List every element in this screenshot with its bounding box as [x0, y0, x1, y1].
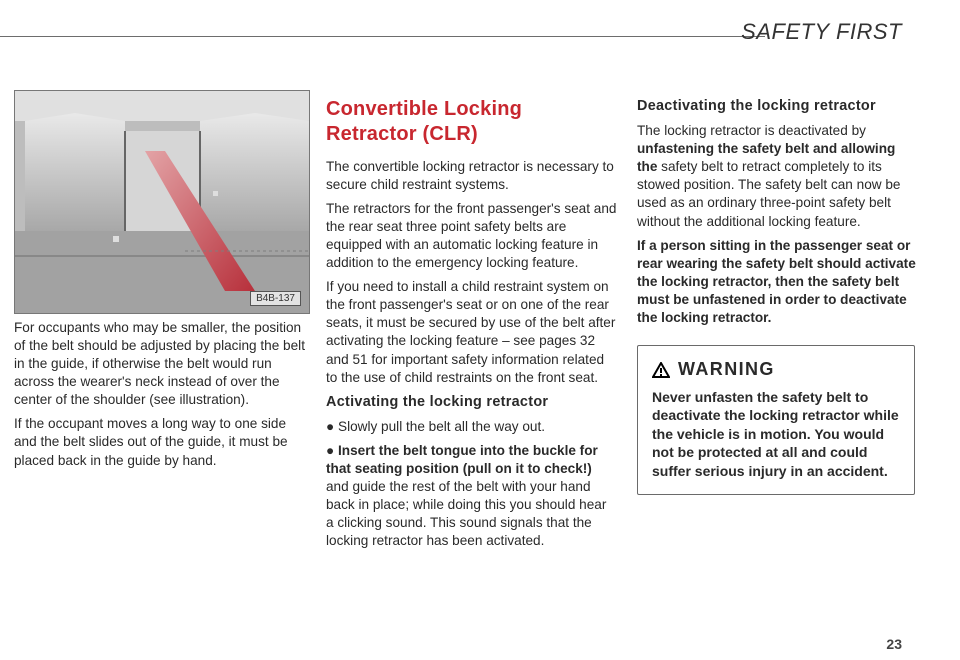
warning-header	[652, 358, 902, 382]
bullet-icon: ●	[326, 442, 338, 458]
paragraph: If the occupant moves a long way to one side and the belt slides out of the guide, it must be placed back in the guide by hand.	[14, 416, 288, 468]
seat-belt-illustration	[14, 90, 310, 314]
section-title: SAFETY FIRST	[741, 19, 902, 44]
section-heading: Convertible Locking Retractor (CLR)	[326, 98, 523, 146]
warning-title: WARNING	[678, 359, 775, 380]
middle-column	[326, 97, 617, 556]
header-rule	[0, 36, 765, 37]
warning-text: Never unfasten the safety belt to deactivate the locking retractor while the vehicle is in motion. You would not be protected at all and could suffer serious injury in an accident.	[652, 388, 899, 479]
paragraph: The retractors for the front passenger's seat and the rear seat three point safety belts are equipped with an automatic locking feature in addition to the emergency locking feature.	[326, 200, 617, 271]
warning-box	[637, 345, 915, 495]
bullet-icon: ●	[326, 418, 338, 434]
figure-label: B4B-137	[250, 291, 301, 306]
right-column	[637, 97, 917, 495]
text-normal: The locking retractor is deactivated by	[637, 123, 866, 139]
bullet-item	[326, 442, 617, 550]
bullet-text: and guide the rest of the belt with your hand back in place; while doing this you should hear a clicking sound. This sound signals that the locking retractor has been activated.	[326, 479, 607, 549]
paragraph: If you need to install a child restraint system on the front passenger's seat or on one of the rear seats, it must be secured by use of the belt after activating the locking feature – see pages 32 and 51 for important safety information related to the use of child restraints on the front seat.	[326, 279, 616, 385]
subheading-activating: Activating the locking retractor	[326, 393, 549, 410]
bullet-text: Slowly pull the belt all the way out.	[338, 418, 546, 434]
text-bold: unfastening the safety belt and allowing the	[637, 141, 896, 175]
paragraph	[637, 122, 917, 230]
text-normal: safety belt to retract completely to its stowed position. The safety belt can now be used as an ordinary three-point safety belt without the additional locking feature.	[637, 159, 901, 229]
warning-icon	[652, 362, 670, 378]
bullet-item	[326, 418, 617, 436]
seat-illustration-image	[15, 91, 309, 313]
paragraph: The convertible locking retractor is necessary to secure child restraint systems.	[326, 158, 614, 192]
bold-note: If a person sitting in the passenger seat or rear wearing the safety belt should activate the locking retractor, then the safety belt must be unfastened in order to deactivate the locking retractor.	[637, 237, 916, 325]
subheading-deactivating: Deactivating the locking retractor	[637, 98, 876, 114]
left-column	[14, 319, 306, 476]
bullet-bold-text: Insert the belt tongue into the buckle for that seating position (pull on it to check!)	[326, 442, 598, 477]
paragraph: For occupants who may be smaller, the position of the belt should be adjusted by placing the belt in the guide, if otherwise the belt would run across the wearer's neck instead of over the center of the shoulder (see illustration).	[14, 320, 305, 408]
page-number: 23	[886, 636, 902, 652]
